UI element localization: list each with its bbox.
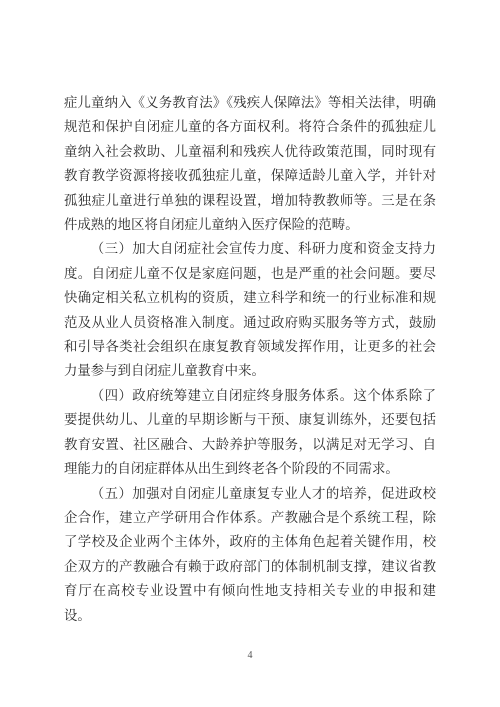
page-number: 4	[247, 650, 253, 661]
paragraph-section-4: （四）政府统筹建立自闭症终身服务体系。这个体系除了要提供幼儿、儿童的早期诊断与干预、康复训练外，还要包括教育安置、社区融合、大龄养护等服务，以满足对无学习、自理能力的自闭症群体从出生到终老各个阶段的不同需求。	[64, 388, 436, 478]
paragraph-section-5: （五）加强对自闭症儿童康复专业人才的培养，促进政校企合作，建立产学研用合作体系。产教融合是个系统工程，除了学校及企业两个主体外，政府的主体角色起着关键作用，校企双方的产教融合有赖于政府部门的体制机制支撑，建议省教育厅在高校专业设置中有倾向性地支持相关专业的申报和建设。	[64, 486, 436, 624]
paragraph-continuation: 症儿童纳入《义务教育法》《残疾人保障法》等相关法律，明确规范和保护自闭症儿童的各方面权利。将符合条件的孤独症儿童纳入社会救助、儿童福利和残疾人优待政策范围，同时现有教育教学资源将接收孤独症儿童，保障适龄儿童入学，并针对孤独症儿童进行单独的课程设置，增加特教教师等。三是在条件成熟的地区将自闭症儿童纳入医疗保险的范畴。	[64, 96, 436, 234]
paragraph-section-3: （三）加大自闭症社会宣传力度、科研力度和资金支持力度。自闭症儿童不仅是家庭问题，也是严重的社会问题。要尽快确定相关私立机构的资质，建立科学和统一的行业标准和规范及从业人员资格准入制度。通过政府购买服务等方式，鼓励和引导各类社会组织在康复教育领域发挥作用，让更多的社会力量参与到自闭症儿童教育中来。	[64, 242, 436, 380]
body-text	[64, 92, 436, 629]
